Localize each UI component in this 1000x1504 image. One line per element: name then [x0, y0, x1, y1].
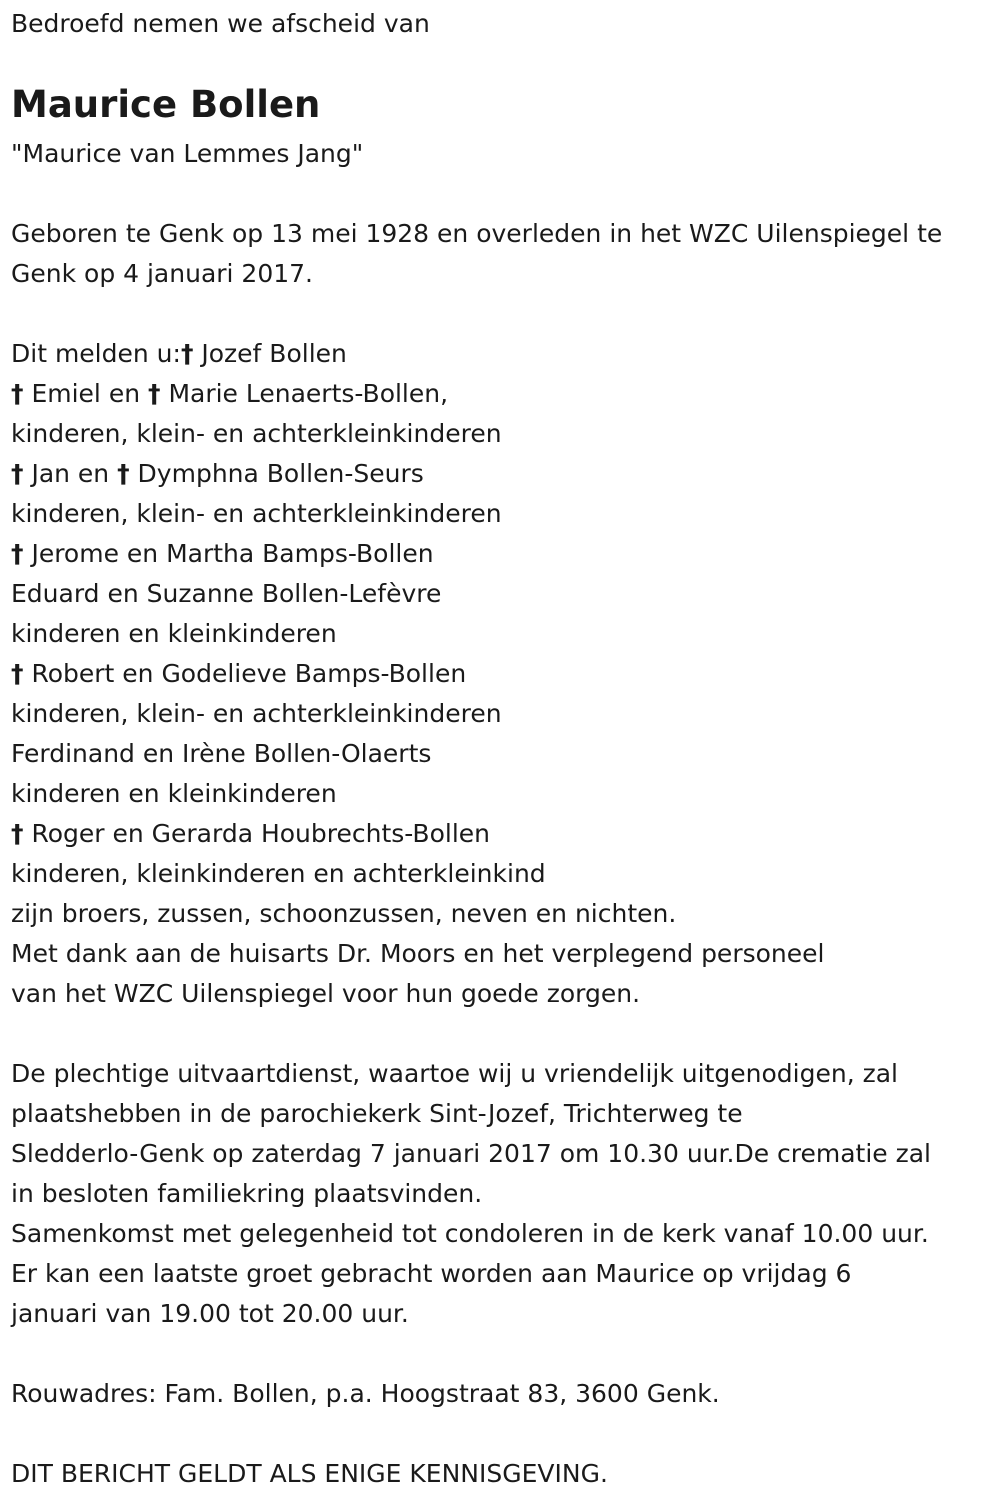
nickname: "Maurice van Lemmes Jang" [11, 139, 364, 168]
birth-line-2: Genk op 4 januari 2017. [11, 259, 314, 288]
family-line: kinderen en kleinkinderen [11, 779, 337, 808]
funeral-line: januari van 19.00 tot 20.00 uur. [11, 1299, 409, 1328]
intro-text: Bedroefd nemen we afscheid van [11, 9, 430, 38]
cross-icon: † [11, 659, 24, 688]
family-name: Marie Lenaerts-Bollen, [160, 379, 449, 408]
family-name: Robert en Godelieve Bamps-Bollen [23, 659, 467, 688]
funeral-line: Sledderlo-Genk op zaterdag 7 januari 2017 om 10.30 uur.De crematie zal [11, 1139, 932, 1168]
deceased-name: Maurice Bollen [11, 83, 321, 126]
family-line: Ferdinand en Irène Bollen-Olaerts [11, 739, 432, 768]
family-line [11, 454, 424, 494]
family-line [11, 654, 466, 694]
family-intro: Dit melden u: [11, 339, 181, 368]
family-line: zijn broers, zussen, schoonzussen, neven en nichten. [11, 899, 677, 928]
thanks-line: Met dank aan de huisarts Dr. Moors en het verplegend personeel [11, 939, 825, 968]
family-line: kinderen, kleinkinderen en achterkleinkind [11, 859, 546, 888]
family-line: Eduard en Suzanne Bollen-Lefèvre [11, 579, 442, 608]
cross-icon: † [11, 819, 24, 848]
cross-icon: † [148, 379, 161, 408]
cross-icon: † [11, 459, 24, 488]
cross-icon: † [180, 339, 194, 368]
family-line [11, 334, 347, 374]
birth-line-1: Geboren te Genk op 13 mei 1928 en overleden in het WZC Uilenspiegel te [11, 219, 943, 248]
cross-icon: † [11, 379, 24, 408]
family-name: Jan en [23, 459, 118, 488]
family-line: kinderen en kleinkinderen [11, 619, 337, 648]
funeral-line: plaatshebben in de parochiekerk Sint-Jozef, Trichterweg te [11, 1099, 743, 1128]
mourning-address: Rouwadres: Fam. Bollen, p.a. Hoogstraat 83, 3600 Genk. [11, 1379, 720, 1408]
funeral-line: Er kan een laatste groet gebracht worden aan Maurice op vrijdag 6 [11, 1259, 852, 1288]
family-name: Emiel en [23, 379, 148, 408]
funeral-line: Samenkomst met gelegenheid tot condoleren in de kerk vanaf 10.00 uur. [11, 1219, 929, 1248]
cross-icon: † [117, 459, 130, 488]
family-name: Jozef Bollen [193, 339, 347, 368]
thanks-line: van het WZC Uilenspiegel voor hun goede zorgen. [11, 979, 641, 1008]
family-line [11, 374, 448, 414]
family-line: kinderen, klein- en achterkleinkinderen [11, 699, 502, 728]
cross-icon: † [11, 539, 24, 568]
family-name: Dymphna Bollen-Seurs [129, 459, 424, 488]
family-line: kinderen, klein- en achterkleinkinderen [11, 499, 502, 528]
family-line [11, 534, 434, 574]
funeral-line: De plechtige uitvaartdienst, waartoe wij u vriendelijk uitgenodigen, zal [11, 1059, 898, 1088]
family-name: Roger en Gerarda Houbrechts-Bollen [23, 819, 490, 848]
closing-notice: DIT BERICHT GELDT ALS ENIGE KENNISGEVING. [11, 1459, 608, 1488]
family-line [11, 814, 490, 854]
family-name: Jerome en Martha Bamps-Bollen [23, 539, 434, 568]
funeral-line: in besloten familiekring plaatsvinden. [11, 1179, 483, 1208]
family-line: kinderen, klein- en achterkleinkinderen [11, 419, 502, 448]
